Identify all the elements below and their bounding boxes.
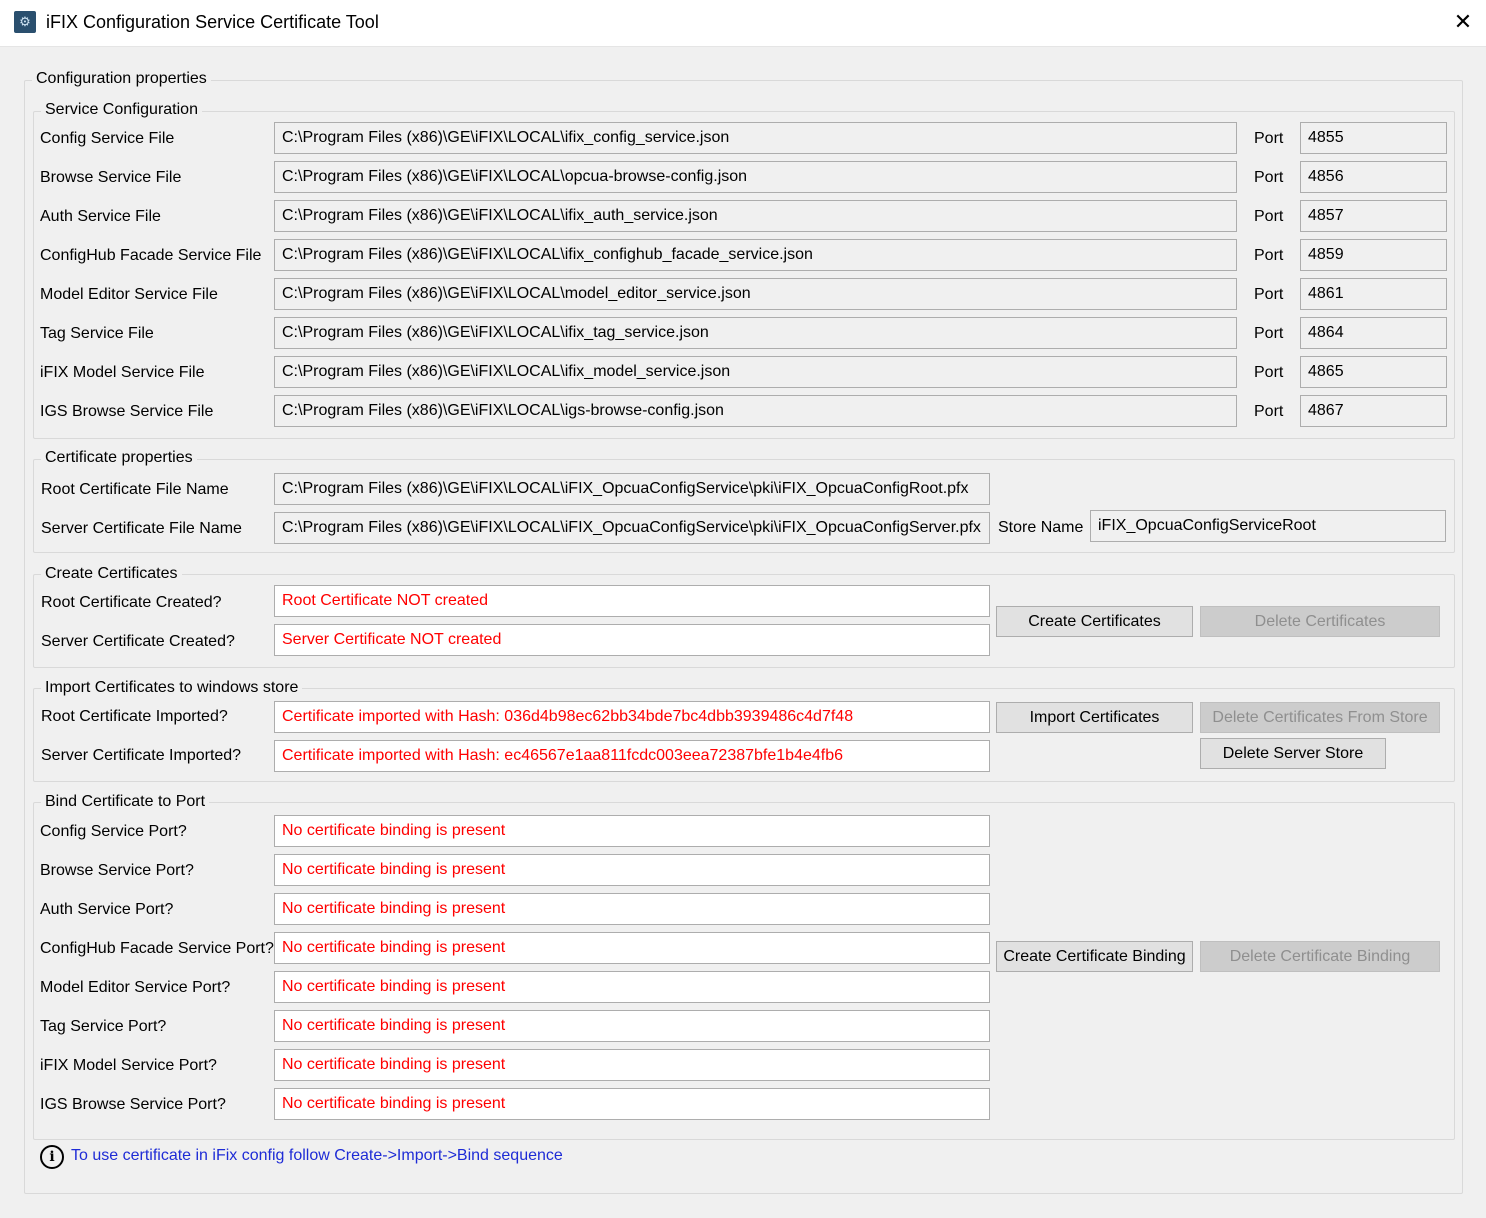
- service-label: ConfigHub Facade Service File: [40, 247, 262, 264]
- delete-server-store-button[interactable]: Delete Server Store: [1200, 738, 1386, 769]
- port-field[interactable]: 4857: [1300, 200, 1447, 232]
- bind-status: No certificate binding is present: [274, 893, 990, 925]
- server-created-status: Server Certificate NOT created: [274, 624, 990, 656]
- bind-port-label: Auth Service Port?: [40, 901, 174, 918]
- port-field[interactable]: 4864: [1300, 317, 1447, 349]
- bind-port-label: IGS Browse Service Port?: [40, 1096, 226, 1113]
- window-title: iFIX Configuration Service Certificate Tool: [46, 12, 379, 32]
- service-file-field[interactable]: C:\Program Files (x86)\GE\iFIX\LOCAL\ifix_config_service.json: [274, 122, 1237, 154]
- app-icon: ⚙: [14, 11, 36, 33]
- service-file-field[interactable]: C:\Program Files (x86)\GE\iFIX\LOCAL\igs-browse-config.json: [274, 395, 1237, 427]
- port-label: Port: [1254, 130, 1284, 147]
- service-file-field[interactable]: C:\Program Files (x86)\GE\iFIX\LOCAL\ifix_auth_service.json: [274, 200, 1237, 232]
- create-certificate-binding-button[interactable]: Create Certificate Binding: [996, 941, 1193, 972]
- root-certificate-file-field[interactable]: C:\Program Files (x86)\GE\iFIX\LOCAL\iFIX_OpcuaConfigService\pki\iFIX_OpcuaConfigRoot.pfx: [274, 473, 990, 505]
- configuration-properties-legend: Configuration properties: [32, 70, 211, 88]
- root-imported-status: Certificate imported with Hash: 036d4b98ec62bb34bde7bc4dbb3939486c4d7f48: [274, 701, 990, 733]
- service-label: IGS Browse Service File: [40, 403, 214, 420]
- import-certificates-legend: Import Certificates to windows store: [41, 679, 302, 697]
- root-created-status: Root Certificate NOT created: [274, 585, 990, 617]
- bind-status: No certificate binding is present: [274, 932, 990, 964]
- service-label: Browse Service File: [40, 169, 182, 186]
- bind-port-label: Config Service Port?: [40, 823, 187, 840]
- port-field[interactable]: 4855: [1300, 122, 1447, 154]
- bind-port-label: Browse Service Port?: [40, 862, 194, 879]
- port-field[interactable]: 4856: [1300, 161, 1447, 193]
- service-file-field[interactable]: C:\Program Files (x86)\GE\iFIX\LOCAL\model_editor_service.json: [274, 278, 1237, 310]
- bind-port-label: Model Editor Service Port?: [40, 979, 231, 996]
- port-field[interactable]: 4861: [1300, 278, 1447, 310]
- service-label: iFIX Model Service File: [40, 364, 205, 381]
- delete-certificate-binding-button[interactable]: Delete Certificate Binding: [1200, 941, 1440, 972]
- service-label: Model Editor Service File: [40, 286, 218, 303]
- bind-certificate-legend: Bind Certificate to Port: [41, 793, 209, 811]
- root-created-label: Root Certificate Created?: [41, 594, 222, 611]
- bind-status: No certificate binding is present: [274, 1010, 990, 1042]
- service-file-field[interactable]: C:\Program Files (x86)\GE\iFIX\LOCAL\ifix_tag_service.json: [274, 317, 1237, 349]
- port-label: Port: [1254, 247, 1284, 264]
- bind-port-label: Tag Service Port?: [40, 1018, 167, 1035]
- server-certificate-file-field[interactable]: C:\Program Files (x86)\GE\iFIX\LOCAL\iFIX_OpcuaConfigService\pki\iFIX_OpcuaConfigServer.pfx: [274, 512, 990, 544]
- port-field[interactable]: 4867: [1300, 395, 1447, 427]
- port-label: Port: [1254, 364, 1284, 381]
- delete-certificates-from-store-button[interactable]: Delete Certificates From Store: [1200, 702, 1440, 733]
- service-label: Tag Service File: [40, 325, 154, 342]
- server-certificate-file-label: Server Certificate File Name: [41, 520, 242, 537]
- port-label: Port: [1254, 325, 1284, 342]
- import-certificates-button[interactable]: Import Certificates: [996, 702, 1193, 733]
- service-configuration-legend: Service Configuration: [41, 101, 202, 119]
- service-file-field[interactable]: C:\Program Files (x86)\GE\iFIX\LOCAL\ifix_confighub_facade_service.json: [274, 239, 1237, 271]
- port-label: Port: [1254, 286, 1284, 303]
- bind-status: No certificate binding is present: [274, 1088, 990, 1120]
- server-imported-label: Server Certificate Imported?: [41, 747, 242, 764]
- bind-status: No certificate binding is present: [274, 971, 990, 1003]
- service-label: Config Service File: [40, 130, 175, 147]
- sequence-hint: To use certificate in iFix config follow Create->Import->Bind sequence: [71, 1147, 563, 1164]
- create-certificates-button[interactable]: Create Certificates: [996, 606, 1193, 637]
- bind-port-label: iFIX Model Service Port?: [40, 1057, 217, 1074]
- store-name-field[interactable]: iFIX_OpcuaConfigServiceRoot: [1090, 510, 1446, 542]
- root-imported-label: Root Certificate Imported?: [41, 708, 228, 725]
- root-certificate-file-label: Root Certificate File Name: [41, 481, 229, 498]
- server-imported-status: Certificate imported with Hash: ec46567e1aa811fcdc003eea72387bfe1b4e4fb6: [274, 740, 990, 772]
- store-name-label: Store Name: [998, 519, 1084, 536]
- delete-certificates-button[interactable]: Delete Certificates: [1200, 606, 1440, 637]
- info-icon: i: [40, 1145, 64, 1169]
- server-created-label: Server Certificate Created?: [41, 633, 235, 650]
- bind-status: No certificate binding is present: [274, 854, 990, 886]
- port-field[interactable]: 4859: [1300, 239, 1447, 271]
- bind-status: No certificate binding is present: [274, 1049, 990, 1081]
- port-field[interactable]: 4865: [1300, 356, 1447, 388]
- create-certificates-legend: Create Certificates: [41, 565, 182, 583]
- port-label: Port: [1254, 169, 1284, 186]
- close-icon[interactable]: ✕: [1453, 9, 1473, 34]
- service-file-field[interactable]: C:\Program Files (x86)\GE\iFIX\LOCAL\opcua-browse-config.json: [274, 161, 1237, 193]
- certificate-properties-legend: Certificate properties: [41, 449, 197, 467]
- bind-port-label: ConfigHub Facade Service Port?: [40, 940, 274, 957]
- service-file-field[interactable]: C:\Program Files (x86)\GE\iFIX\LOCAL\ifix_model_service.json: [274, 356, 1237, 388]
- service-label: Auth Service File: [40, 208, 161, 225]
- bind-status: No certificate binding is present: [274, 815, 990, 847]
- port-label: Port: [1254, 208, 1284, 225]
- port-label: Port: [1254, 403, 1284, 420]
